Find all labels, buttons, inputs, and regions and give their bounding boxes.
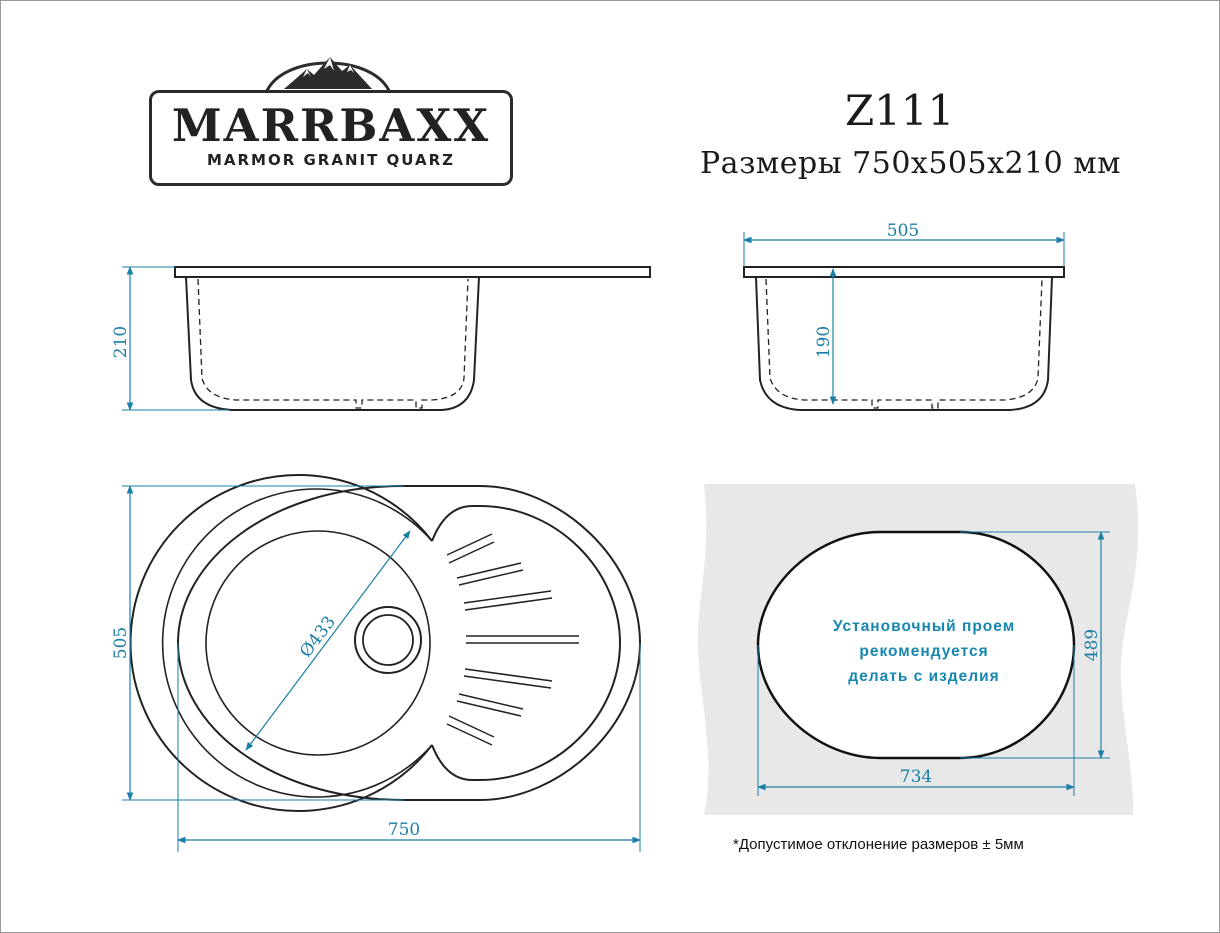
cutout-text-line-1: Установочный проем [832,618,1016,635]
inner-depth-label: 190 [814,325,834,359]
front-view-inner [766,279,1042,408]
side-view-rim [175,267,650,277]
bowl-basin [163,489,432,797]
side-view-body [186,277,479,410]
sizes-label: Размеры 750х505х210 мм [700,146,1121,181]
cutout-width-label: 734 [899,767,933,787]
side-view [175,267,650,410]
drain-outer [355,607,421,673]
cutout-height-label: 489 [1082,628,1102,662]
front-view-rim [744,267,1064,277]
drain-inner [363,615,413,665]
top-height-label: 505 [111,626,131,660]
top-view-bowl-rim [131,475,432,811]
front-width-label: 505 [886,221,920,241]
model-title: Z111 [845,86,955,135]
bowl-diameter-label: Ø433 [296,612,340,662]
cutout-text-line-2: рекомендуется [859,643,989,660]
bowl-diameter-line [246,531,410,750]
tolerance-note: *Допустимое отклонение размеров ± 5мм [733,836,1024,853]
top-view [131,475,640,811]
front-view [744,267,1064,410]
cutout-text-line-3: делать с изделия [848,668,1000,685]
brand-name: MARRBAXX [171,99,491,152]
brand-tagline: MARMOR GRANIT QUARZ [206,151,456,169]
top-width-label: 750 [387,820,421,840]
side-view-inner [198,279,468,408]
front-view-body [756,277,1052,410]
side-height-label: 210 [111,325,131,359]
drain-grooves [447,534,579,745]
